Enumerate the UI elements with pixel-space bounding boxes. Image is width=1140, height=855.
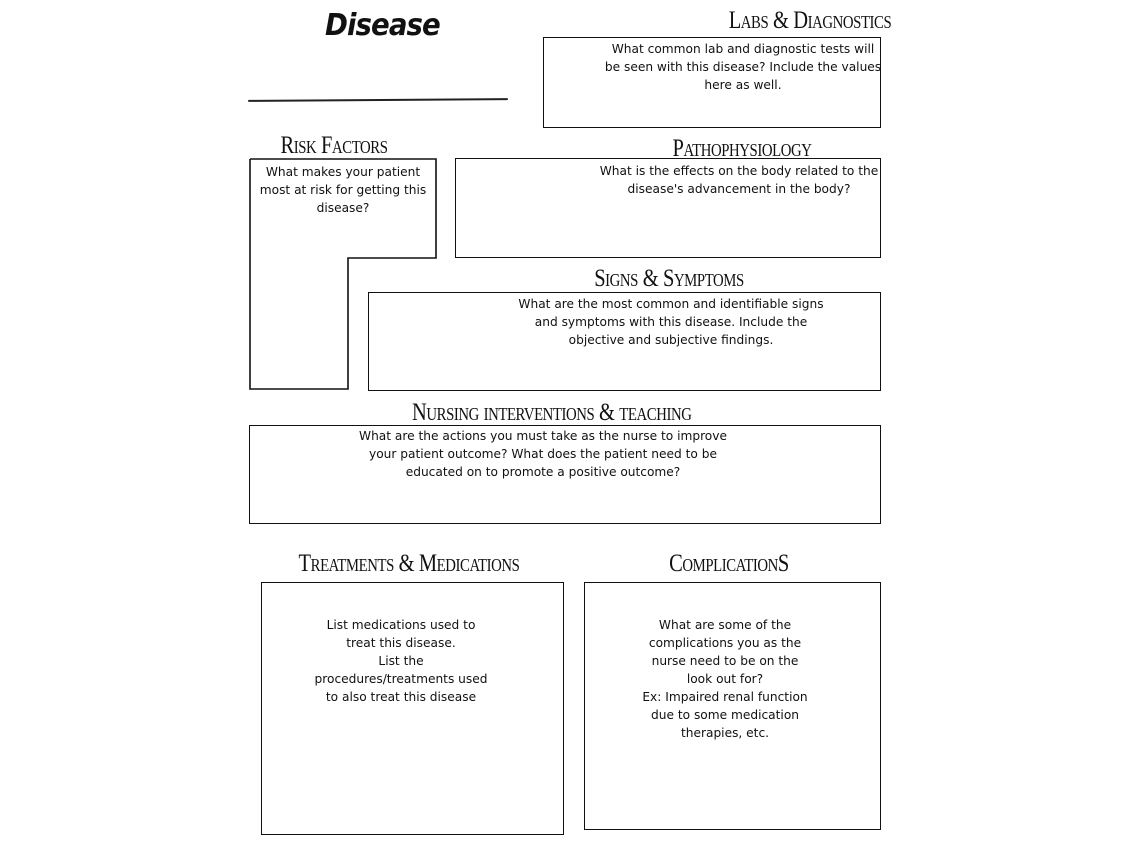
treatments-line: treat this disease. (346, 636, 456, 650)
treatments-line: procedures/treatments used (314, 672, 488, 686)
signs-symptoms-heading: Signs & Symptoms (594, 265, 744, 292)
nursing-heading: Nursing interventions & teaching (412, 399, 692, 426)
labs-prompt: What common lab and diagnostic tests will be seen with this disease? Include the values here as well. (604, 42, 882, 92)
complications-line: nurse need to be on the (651, 654, 799, 668)
pathophysiology-prompt: What is the effects on the body related to the disease's advancement in the body? (599, 164, 879, 196)
complications-line: What are some of the (658, 618, 792, 632)
treatments-line: to also treat this disease (325, 690, 477, 704)
risk-factors-prompt: What makes your patient most at risk for getting this disease? (259, 165, 427, 215)
labs-heading: Labs & Diagnostics (728, 7, 892, 34)
treatments-line: List the (378, 654, 424, 668)
complications-line: look out for? (686, 672, 764, 686)
complications-line: Ex: Impaired renal function (642, 690, 808, 704)
treatments-line: List medications used to (326, 618, 476, 632)
risk-factors-heading: Risk Factors (280, 132, 388, 159)
complications-line: complications you as the (648, 636, 802, 650)
complications-prompt (624, 616, 826, 742)
signs-symptoms-prompt: What are the most common and identifiable signs and symptoms with this disease. Include the objective and subjective findings. (518, 297, 824, 347)
pathophysiology-heading: Pathophysiology (672, 135, 812, 162)
nursing-prompt: What are the actions you must take as the nurse to improve your patient outcome? What does the patient need to be educated on to promote a positive outcome? (359, 429, 727, 479)
complications-line: therapies, etc. (680, 726, 770, 740)
complications-heading: ComplicationS (669, 550, 789, 577)
complications-line: due to some medication (651, 708, 799, 722)
page-title: Disease (325, 8, 440, 43)
treatments-prompt (301, 616, 501, 706)
treatments-heading: Treatments & Medications (298, 550, 520, 577)
